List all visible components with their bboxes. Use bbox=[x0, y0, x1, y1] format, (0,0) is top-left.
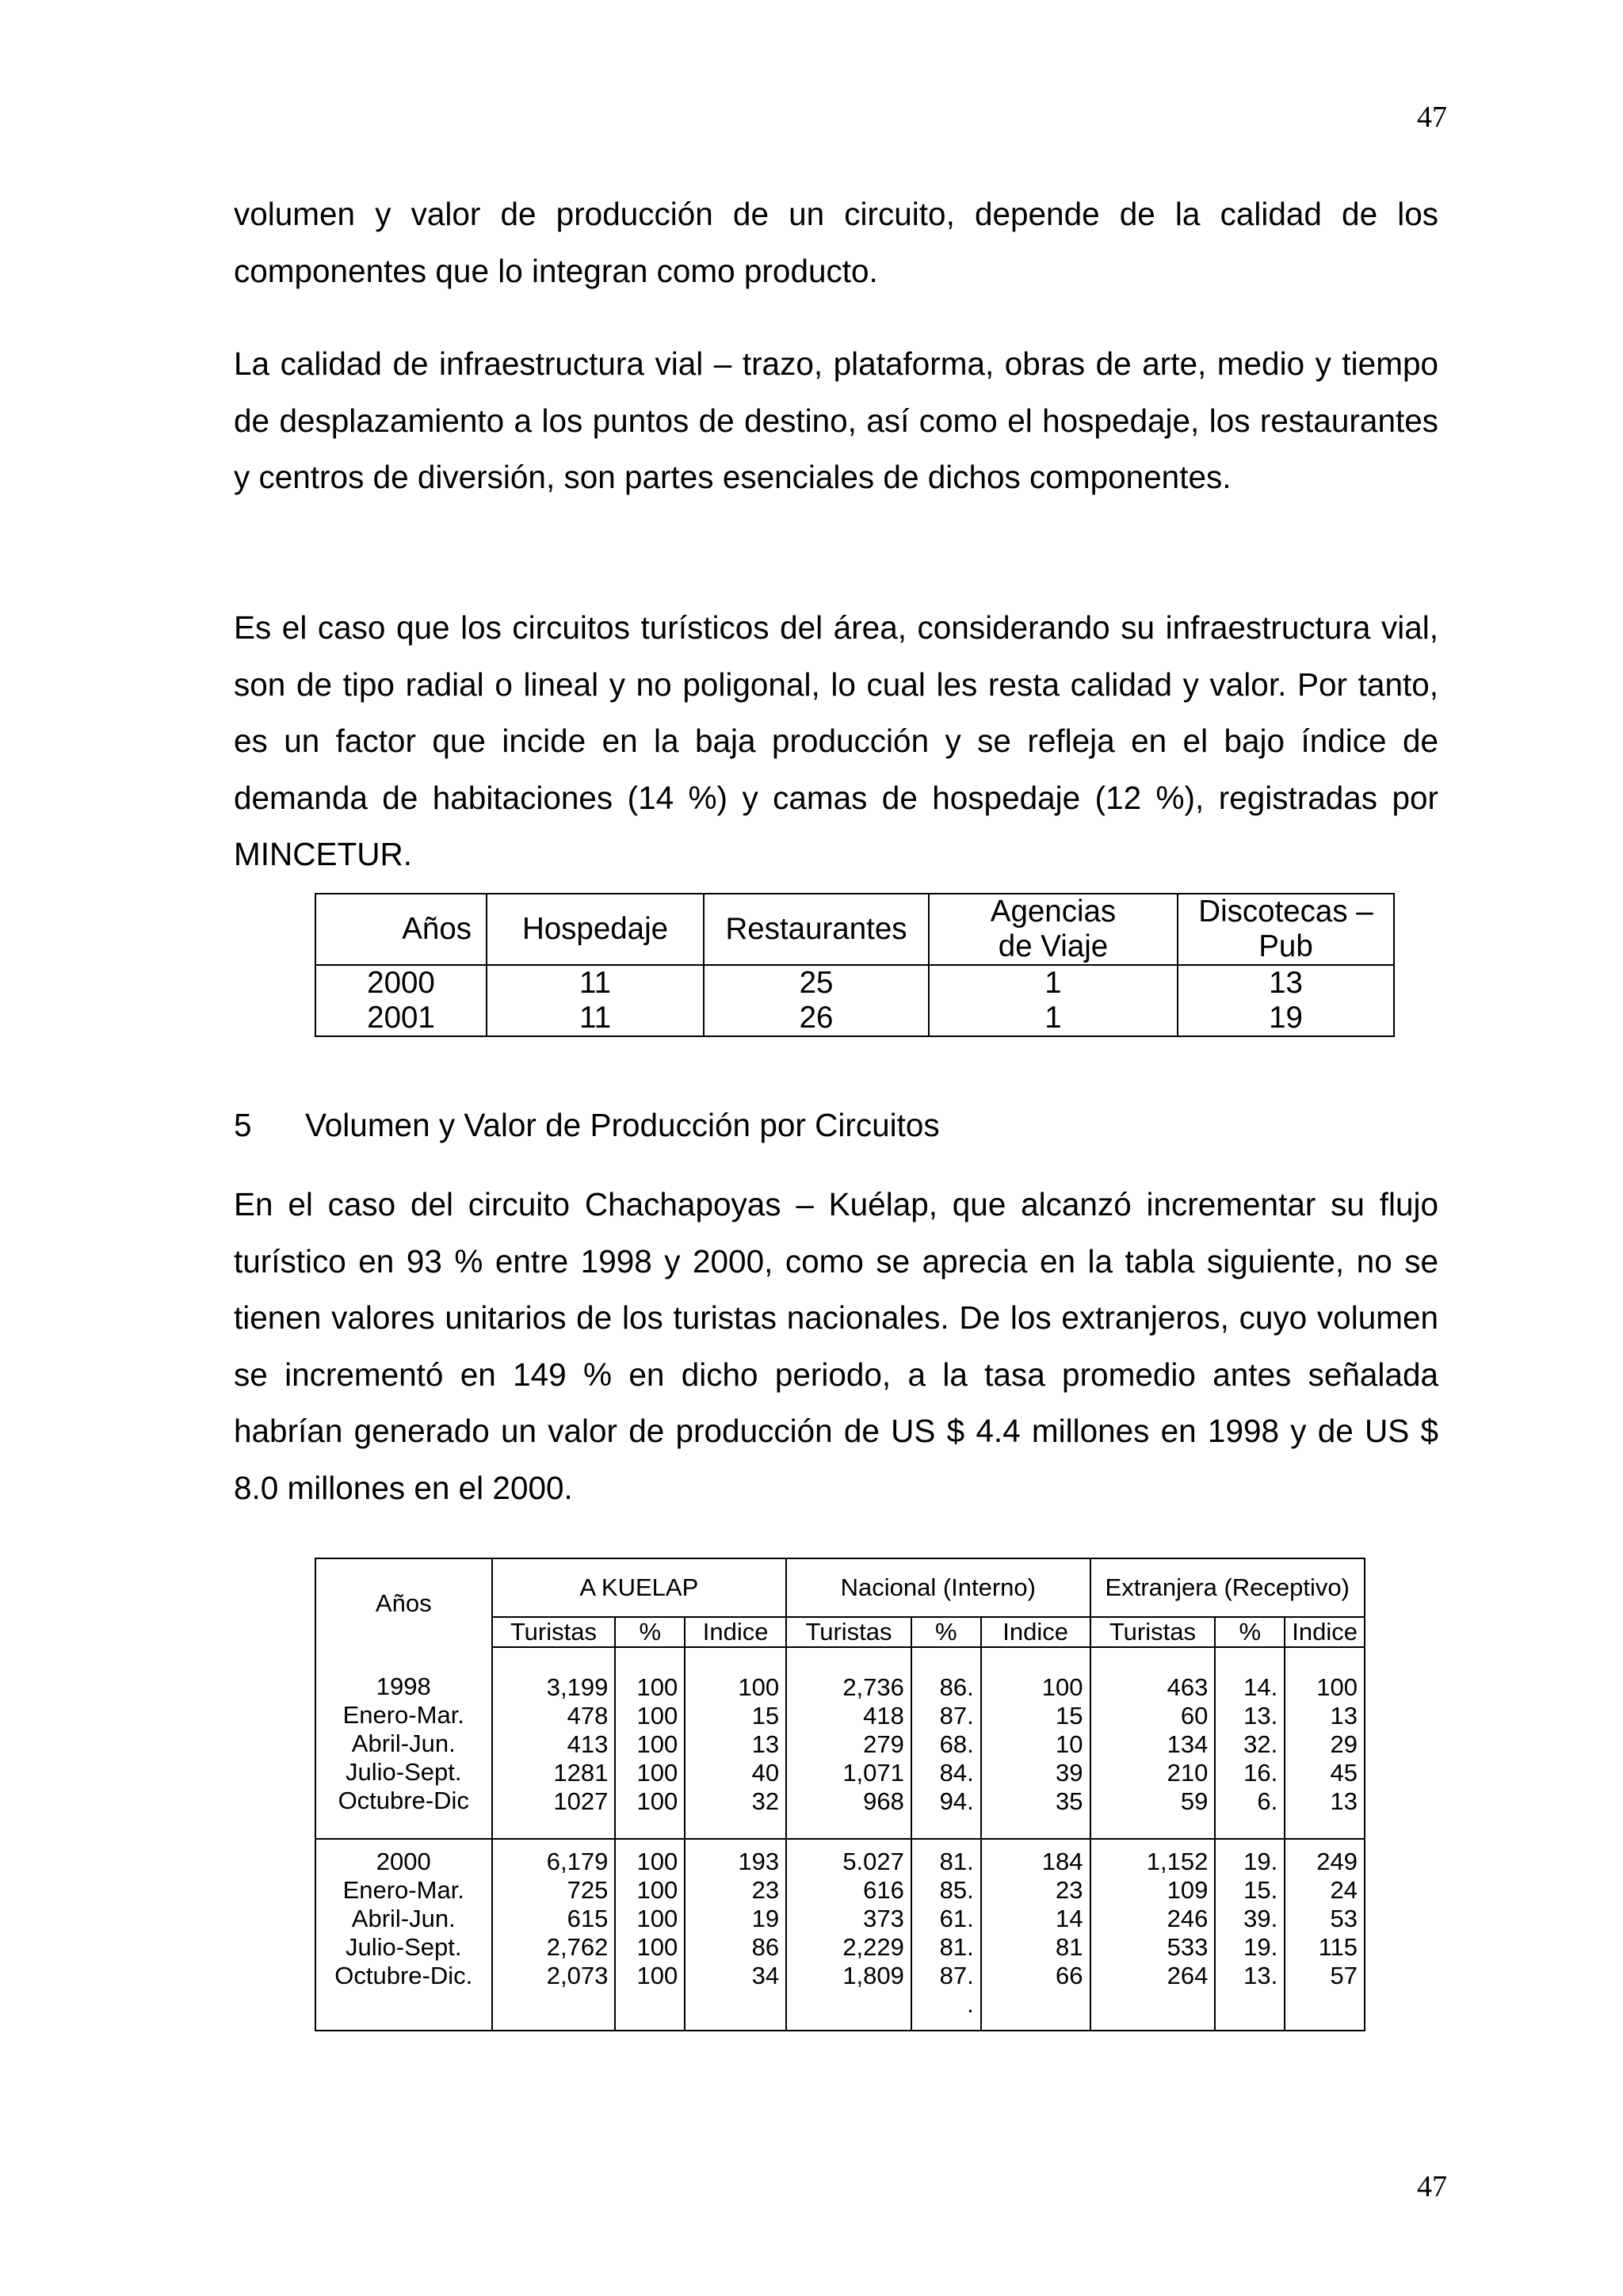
cell-value: 39 bbox=[1056, 1759, 1083, 1787]
data-cell bbox=[911, 1647, 981, 1839]
t2-subheader: Turistas bbox=[1090, 1617, 1216, 1647]
cell-value: 15. bbox=[1243, 1876, 1278, 1904]
facilities-table bbox=[315, 893, 1395, 1037]
t2-subheader: % bbox=[615, 1617, 685, 1647]
table-cell: 11 bbox=[487, 965, 704, 1001]
cell-value: 23 bbox=[1056, 1876, 1083, 1904]
table-cell: 13 bbox=[1178, 965, 1394, 1001]
table-cell: 19 bbox=[1178, 1001, 1394, 1036]
cell-value: 81 bbox=[1056, 1933, 1083, 1961]
period-label: 2000 bbox=[376, 1848, 431, 1875]
paragraph-1: volumen y valor de producción de un circuito, depende de la calidad de los componentes que lo integran como producto. bbox=[234, 196, 1438, 289]
data-cell bbox=[911, 1839, 981, 2031]
section-heading bbox=[234, 1101, 940, 1149]
cell-value: 39. bbox=[1243, 1905, 1278, 1932]
table-row-block-2 bbox=[315, 1839, 1365, 2031]
cell-value: 264 bbox=[1167, 1962, 1209, 1989]
cell-value: 14. bbox=[1243, 1673, 1278, 1701]
data-cell bbox=[1285, 1839, 1365, 2031]
cell-value: 19. bbox=[1243, 1933, 1278, 1961]
cell-value: 94. bbox=[939, 1787, 974, 1815]
cell-value: 109 bbox=[1167, 1876, 1209, 1904]
section-number: 5 bbox=[234, 1107, 252, 1143]
cell-value: 13 bbox=[1330, 1787, 1358, 1815]
t1-header-discotecas bbox=[1178, 894, 1394, 965]
cell-value: 19 bbox=[751, 1905, 780, 1932]
t2-header-anos: Años bbox=[315, 1558, 492, 1647]
cell-value: 40 bbox=[751, 1759, 780, 1787]
cell-value: 6. bbox=[1257, 1787, 1278, 1815]
cell-value: 86. bbox=[939, 1673, 974, 1701]
t2-group-extranjera: Extranjera (Receptivo) bbox=[1090, 1558, 1365, 1617]
table-row bbox=[315, 965, 1394, 1001]
cell-value: 2,229 bbox=[842, 1933, 904, 1961]
cell-value: 85. bbox=[939, 1876, 974, 1904]
cell-value: 81. bbox=[939, 1848, 974, 1875]
period-label: Enero-Mar. bbox=[342, 1701, 464, 1729]
cell-value: 1,152 bbox=[1146, 1848, 1209, 1875]
cell-value: 3,199 bbox=[546, 1673, 609, 1701]
data-cell bbox=[1215, 1647, 1285, 1839]
period-label: Abril-Jun. bbox=[351, 1905, 456, 1932]
cell-value: 279 bbox=[863, 1730, 904, 1758]
cell-value: 184 bbox=[1041, 1848, 1083, 1875]
data-cell bbox=[1215, 1839, 1285, 2031]
cell-value: 6,179 bbox=[546, 1848, 609, 1875]
cell-value: 53 bbox=[1330, 1905, 1358, 1932]
cell-value: 246 bbox=[1167, 1905, 1209, 1932]
cell-value: 616 bbox=[863, 1876, 904, 1904]
data-cell bbox=[1285, 1647, 1365, 1839]
table-cell: 1 bbox=[929, 1001, 1178, 1036]
cell-value: 32. bbox=[1243, 1730, 1278, 1758]
cell-value: 13. bbox=[1243, 1962, 1278, 1989]
period-label: Enero-Mar. bbox=[342, 1876, 464, 1904]
cell-value: 45 bbox=[1330, 1759, 1358, 1787]
t1-header-hospedaje: Hospedaje bbox=[487, 894, 704, 965]
table-cell: 11 bbox=[487, 1001, 704, 1036]
cell-value: 2,762 bbox=[546, 1933, 609, 1961]
cell-value: 193 bbox=[738, 1848, 780, 1875]
data-cell bbox=[615, 1839, 685, 2031]
data-cell bbox=[685, 1647, 786, 1839]
cell-value: 87. bbox=[939, 1702, 974, 1730]
cell-value: 100 bbox=[636, 1848, 678, 1875]
data-cell bbox=[1090, 1839, 1216, 2031]
table-row bbox=[315, 1001, 1394, 1036]
cell-value: 1027 bbox=[553, 1787, 609, 1815]
cell-value: 68. bbox=[939, 1730, 974, 1758]
table-cell: 26 bbox=[704, 1001, 929, 1036]
t1-header-discotecas-line2: Pub bbox=[1258, 929, 1313, 963]
cell-value: 86 bbox=[751, 1933, 780, 1961]
data-cell bbox=[786, 1839, 911, 2031]
cell-value: 29 bbox=[1330, 1730, 1358, 1758]
period-label: Julio-Sept. bbox=[346, 1933, 462, 1961]
t2-subheader: % bbox=[911, 1617, 981, 1647]
table-cell: 25 bbox=[704, 965, 929, 1001]
cell-value: 100 bbox=[636, 1702, 678, 1730]
cell-value: 100 bbox=[636, 1730, 678, 1758]
cell-value: 34 bbox=[751, 1962, 780, 1989]
data-cell bbox=[981, 1839, 1090, 2031]
cell-value: 1281 bbox=[553, 1759, 609, 1787]
cell-value: 100 bbox=[1041, 1673, 1083, 1701]
cell-value: 2,736 bbox=[842, 1673, 904, 1701]
page-number-bottom: 47 bbox=[1417, 2170, 1447, 2203]
cell-value: 1,809 bbox=[842, 1962, 904, 1989]
cell-value: 463 bbox=[1167, 1673, 1209, 1701]
cell-value: 15 bbox=[751, 1702, 780, 1730]
data-cell bbox=[492, 1839, 616, 2031]
data-cell bbox=[685, 1839, 786, 2031]
period-cell bbox=[315, 1839, 492, 2031]
period-label: Octubre-Dic. bbox=[334, 1962, 473, 1989]
cell-value: 249 bbox=[1316, 1848, 1358, 1875]
t2-subheader: % bbox=[1215, 1617, 1285, 1647]
cell-value: 100 bbox=[636, 1787, 678, 1815]
period-label: Octubre-Dic bbox=[338, 1787, 469, 1814]
cell-value: 32 bbox=[751, 1787, 780, 1815]
cell-value: 533 bbox=[1167, 1933, 1209, 1961]
paragraph-2: La calidad de infraestructura vial – trazo, plataforma, obras de arte, medio y tiempo de desplazamiento a los puntos de destino, así como el hospedaje, los restaurantes y centros de diversión, son partes esenciales de dichos componentes. bbox=[234, 345, 1438, 495]
cell-value: 10 bbox=[1056, 1730, 1083, 1758]
t1-header-agencias-line1: Agencias bbox=[990, 894, 1117, 929]
cell-value: 57 bbox=[1330, 1962, 1358, 1989]
cell-value: 81. bbox=[939, 1933, 974, 1961]
cell-value: 66 bbox=[1056, 1962, 1083, 1989]
paragraph-3: Es el caso que los circuitos turísticos del área, considerando su infraestructura vial, son de tipo radial o lineal y no poligonal, lo cual les resta calidad y valor. Por tanto, es un factor que incide en la baja producción y se refleja en el bajo índice de demanda de habitaciones (14 %) y camas de hospedaje (12 %), registradas por MINCETUR. bbox=[234, 609, 1438, 872]
tourist-flow-table bbox=[315, 1558, 1365, 2031]
paragraph-4: En el caso del circuito Chachapoyas – Kuélap, que alcanzó incrementar su flujo turístico en 93 % entre 1998 y 2000, como se aprecia en la tabla siguiente, no se tienen valores unitarios de los turistas nacionales. De los extranjeros, cuyo volumen se incrementó en 149 % en dicho periodo, a la tasa promedio antes señalada habrían generado un valor de producción de US $ 4.4 millones en 1998 y de US $ 8.0 millones en el 2000. bbox=[234, 1186, 1438, 1506]
page-number-top: 47 bbox=[1417, 101, 1447, 134]
cell-value: 13 bbox=[1330, 1702, 1358, 1730]
period-label: Julio-Sept. bbox=[346, 1758, 462, 1786]
section-title: Volumen y Valor de Producción por Circuitos bbox=[305, 1107, 940, 1143]
cell-value: 24 bbox=[1330, 1876, 1358, 1904]
cell-value: 84. bbox=[939, 1759, 974, 1787]
cell-value: 87. bbox=[939, 1962, 974, 1989]
cell-value: 1,071 bbox=[842, 1759, 904, 1787]
cell-value: 725 bbox=[567, 1876, 609, 1904]
data-cell bbox=[492, 1647, 616, 1839]
data-cell bbox=[981, 1647, 1090, 1839]
data-cell bbox=[786, 1647, 911, 1839]
cell-value: 13 bbox=[751, 1730, 780, 1758]
cell-value: 14 bbox=[1056, 1905, 1083, 1932]
table-cell: 2001 bbox=[315, 1001, 487, 1036]
cell-value: 413 bbox=[567, 1730, 609, 1758]
cell-value: 61. bbox=[939, 1905, 974, 1932]
cell-value: 100 bbox=[636, 1876, 678, 1904]
t2-subheader: Turistas bbox=[786, 1617, 911, 1647]
cell-value: 100 bbox=[636, 1933, 678, 1961]
cell-value: 60 bbox=[1180, 1702, 1209, 1730]
cell-value: 115 bbox=[1318, 1933, 1358, 1961]
cell-value: 373 bbox=[863, 1905, 904, 1932]
t1-header-agencias-line2: de Viaje bbox=[998, 929, 1109, 963]
cell-value: 100 bbox=[636, 1962, 678, 1989]
cell-value: 15 bbox=[1056, 1702, 1083, 1730]
t2-group-kuelap: A KUELAP bbox=[492, 1558, 787, 1617]
data-cell bbox=[615, 1647, 685, 1839]
t1-header-agencias bbox=[929, 894, 1178, 965]
cell-value: 13. bbox=[1243, 1702, 1278, 1730]
table-cell: 1 bbox=[929, 965, 1178, 1001]
t1-header-anos: Años bbox=[315, 894, 487, 965]
cell-value: 19. bbox=[1243, 1848, 1278, 1875]
cell-value: 478 bbox=[567, 1702, 609, 1730]
t2-subheader: Indice bbox=[1285, 1617, 1365, 1647]
period-cell bbox=[315, 1647, 492, 1839]
cell-value: 615 bbox=[567, 1905, 609, 1932]
cell-value: 35 bbox=[1056, 1787, 1083, 1815]
t2-subheader: Turistas bbox=[492, 1617, 616, 1647]
cell-value: . bbox=[967, 1990, 974, 2018]
cell-value: 5.027 bbox=[842, 1848, 904, 1875]
table-row-block-1 bbox=[315, 1647, 1365, 1839]
cell-value: 134 bbox=[1167, 1730, 1209, 1758]
cell-value: 100 bbox=[636, 1673, 678, 1701]
cell-value: 100 bbox=[738, 1673, 780, 1701]
t1-header-restaurantes: Restaurantes bbox=[704, 894, 929, 965]
cell-value: 23 bbox=[751, 1876, 780, 1904]
cell-value: 59 bbox=[1180, 1787, 1209, 1815]
t2-group-nacional: Nacional (Interno) bbox=[786, 1558, 1090, 1617]
cell-value: 2,073 bbox=[546, 1962, 609, 1989]
t2-subheader: Indice bbox=[981, 1617, 1090, 1647]
cell-value: 210 bbox=[1167, 1759, 1209, 1787]
cell-value: 418 bbox=[863, 1702, 904, 1730]
cell-value: 16. bbox=[1243, 1759, 1278, 1787]
data-cell bbox=[1090, 1647, 1216, 1839]
t2-subheader: Indice bbox=[685, 1617, 786, 1647]
cell-value: 100 bbox=[636, 1759, 678, 1787]
cell-value: 100 bbox=[1316, 1673, 1358, 1701]
table-cell: 2000 bbox=[315, 965, 487, 1001]
cell-value: 968 bbox=[863, 1787, 904, 1815]
period-label: Abril-Jun. bbox=[351, 1730, 456, 1757]
cell-value: 100 bbox=[636, 1905, 678, 1932]
t1-header-discotecas-line1: Discotecas – bbox=[1198, 894, 1373, 929]
period-label: 1998 bbox=[376, 1672, 431, 1700]
